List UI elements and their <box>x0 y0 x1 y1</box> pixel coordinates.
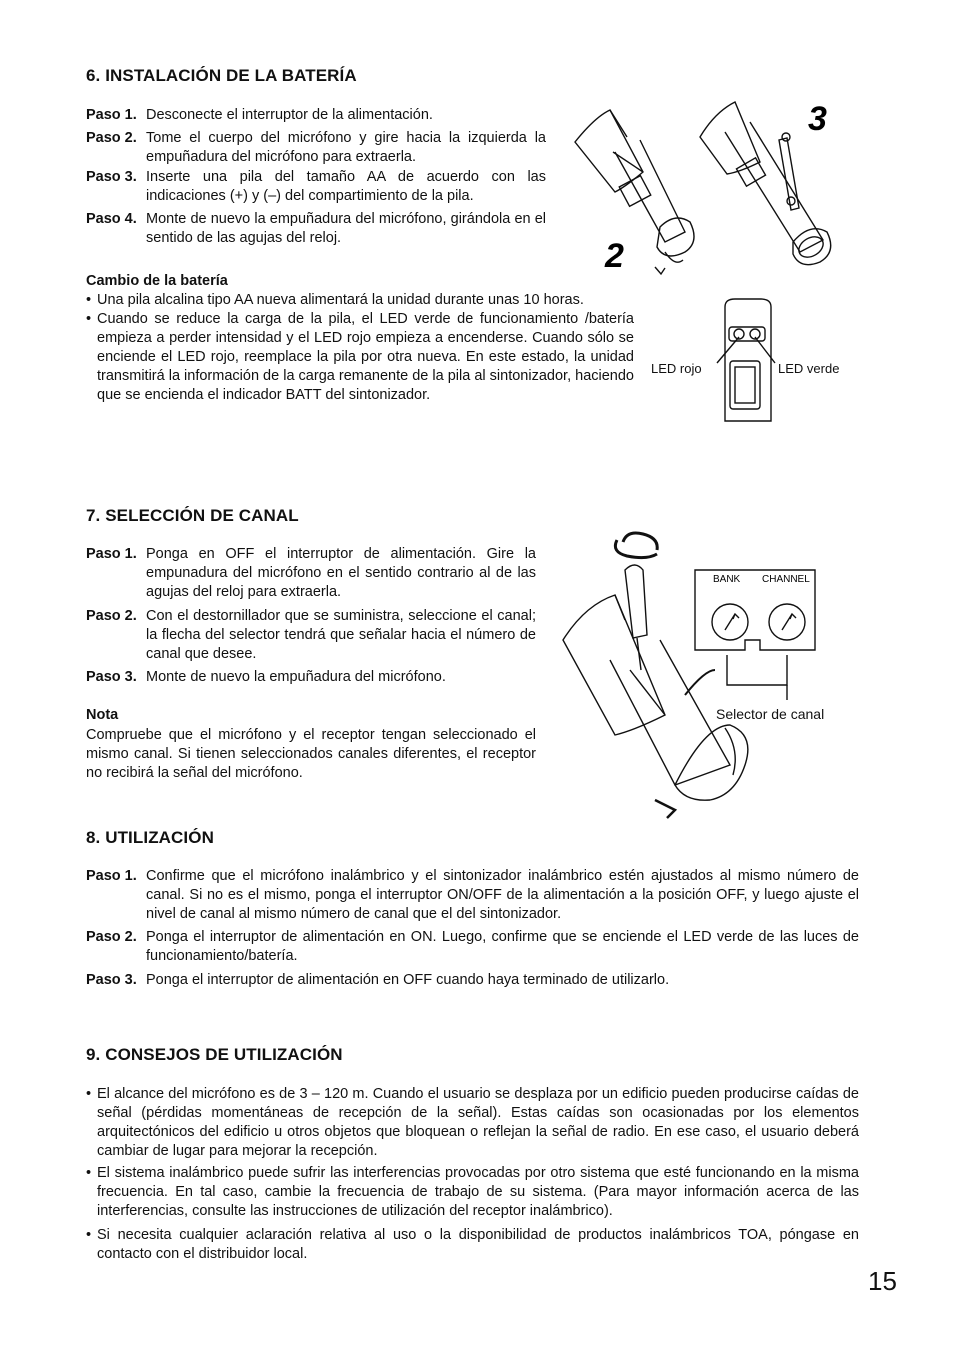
s6-bullet-2 <box>86 310 634 405</box>
step-label: Paso 3. <box>86 669 137 685</box>
section-9-title: 9. CONSEJOS DE UTILIZACIÓN <box>86 1045 343 1064</box>
section-8-title: 8. UTILIZACIÓN <box>86 828 214 847</box>
step-label: Paso 3. <box>86 972 137 988</box>
note-text: Compruebe que el micrófono y el receptor tengan seleccionado el mismo canal. Si tienen seleccionados canales diferentes, el receptor no recibirá la señal del micrófono. <box>86 727 536 781</box>
page-number: 15 <box>868 1266 897 1296</box>
battery-install-illustration <box>565 92 850 282</box>
led-red-caption: LED rojo <box>651 361 702 376</box>
step-label: Paso 1. <box>86 107 137 123</box>
step-label: Paso 2. <box>86 929 137 945</box>
s7-step-2 <box>86 607 536 664</box>
s7-step-3 <box>86 668 536 687</box>
bullet: • <box>86 292 92 308</box>
s6-step-2 <box>86 129 546 167</box>
step-text: Ponga el interruptor de alimentación en ON. Luego, confirme que se enciende el LED verde de las luces de funcionamiento/batería. <box>146 929 859 964</box>
s8-step-2 <box>86 928 859 966</box>
bullet-text: Una pila alcalina tipo AA nueva alimentará la unidad durante unas 10 horas. <box>97 292 584 308</box>
step-label: Paso 4. <box>86 211 137 227</box>
channel-label: CHANNEL <box>762 574 810 585</box>
s6-bullet-1 <box>86 291 634 310</box>
selector-caption: Selector de canal <box>716 706 825 722</box>
step-label: Paso 1. <box>86 546 137 562</box>
s8-step-1 <box>86 867 859 924</box>
step-label: Paso 2. <box>86 608 137 624</box>
s7-step-1 <box>86 545 536 602</box>
bullet-text: El alcance del micrófono es de 3 – 120 m. Cuando el usuario se desplaza por un edificio pueden producirse caídas de señal (pérdidas momentáneas de recepción de la señal). Estas caídas son ocasionadas por los elementos arquitectónicos del edificio u otros objetos que bloquean o reflejan la señal de radio. En ese caso, el usuario deberá cambiar de lugar para mejorar la recepción. <box>97 1086 859 1159</box>
led-panel-illustration <box>705 297 785 427</box>
bullet: • <box>86 1227 92 1243</box>
step-text: Monte de nuevo la empuñadura del micrófono. <box>146 669 446 685</box>
figure-number-2: 2 <box>605 237 624 275</box>
s9-bullet-3 <box>86 1226 859 1264</box>
s9-bullet-1 <box>86 1085 859 1161</box>
step-text: Confirme que el micrófono inalámbrico y el sintonizador inalámbrico estén ajustados al mismo número de canal. Si no es el mismo, ponga el interruptor ON/OFF de la alimentación a la posición OFF, y luego ajuste el nivel de canal al mismo número de canal que el del sintonizador. <box>146 868 859 922</box>
step-label: Paso 3. <box>86 169 137 185</box>
bullet: • <box>86 1165 92 1181</box>
led-green-caption: LED verde <box>778 361 840 376</box>
section-7-title: 7. SELECCIÓN DE CANAL <box>86 506 299 525</box>
s6-step-1 <box>86 106 546 125</box>
s6-step-3 <box>86 168 546 206</box>
bullet: • <box>86 311 92 327</box>
bullet-text: Cuando se reduce la carga de la pila, el LED verde de funcionamiento /batería empieza a perder intensidad y el LED rojo empieza a encenderse. Cuando sólo se enciende el LED rojo, reemplace la pila por otra nueva. En este estado, la unidad transmitirá la información de la carga remanente de la pila al sintonizador, haciendo que se encienda el indicador BATT del sintonizador. <box>97 311 634 403</box>
bullet-text: El sistema inalámbrico puede sufrir las interferencias provocadas por otro sistema que esté funcionando en la misma frecuencia. En tal caso, cambie la frecuencia de trabajo de su sistema. (Para mayor información acerca de las interferencias, consulte las instrucciones de utilización del receptor inalámbrico). <box>97 1165 859 1219</box>
bullet: • <box>86 1086 92 1102</box>
step-text: Inserte una pila del tamaño AA de acuerdo con las indicaciones (+) y (–) del compartimiento de la pila. <box>146 169 546 204</box>
figure-number-3: 3 <box>808 100 827 138</box>
step-text: Desconecte el interruptor de la alimentación. <box>146 107 433 123</box>
s6-step-4 <box>86 210 546 248</box>
step-text: Tome el cuerpo del micrófono y gire hacia la izquierda la empuñadura del micrófono para extraerla. <box>146 130 546 165</box>
bank-label: BANK <box>713 574 741 585</box>
section-6-title: 6. INSTALACIÓN DE LA BATERÍA <box>86 66 357 85</box>
step-label: Paso 2. <box>86 130 137 146</box>
channel-selector-illustration <box>555 520 860 825</box>
step-text: Ponga el interruptor de alimentación en OFF cuando haya terminado de utilizarlo. <box>146 972 670 988</box>
step-label: Paso 1. <box>86 868 137 884</box>
step-text: Ponga en OFF el interruptor de alimentación. Gire la empunadura del micrófono en el sentido contrario al de las agujas del reloj para extraerla. <box>146 546 536 600</box>
battery-change-heading: Cambio de la batería <box>86 273 228 289</box>
s9-bullet-2 <box>86 1164 859 1221</box>
step-text: Monte de nuevo la empuñadura del micrófono, girándola en el sentido de las agujas del reloj. <box>146 211 546 246</box>
note-heading: Nota <box>86 707 119 723</box>
s8-step-3 <box>86 971 859 990</box>
step-text: Con el destornillador que se suministra, seleccione el canal; la flecha del selector tendrá que señalar hacia el número de canal que desee. <box>146 608 536 662</box>
bullet-text: Si necesita cualquier aclaración relativa al uso o la disponibilidad de productos inalámbricos TOA, póngase en contacto con el distribuidor local. <box>97 1227 859 1262</box>
